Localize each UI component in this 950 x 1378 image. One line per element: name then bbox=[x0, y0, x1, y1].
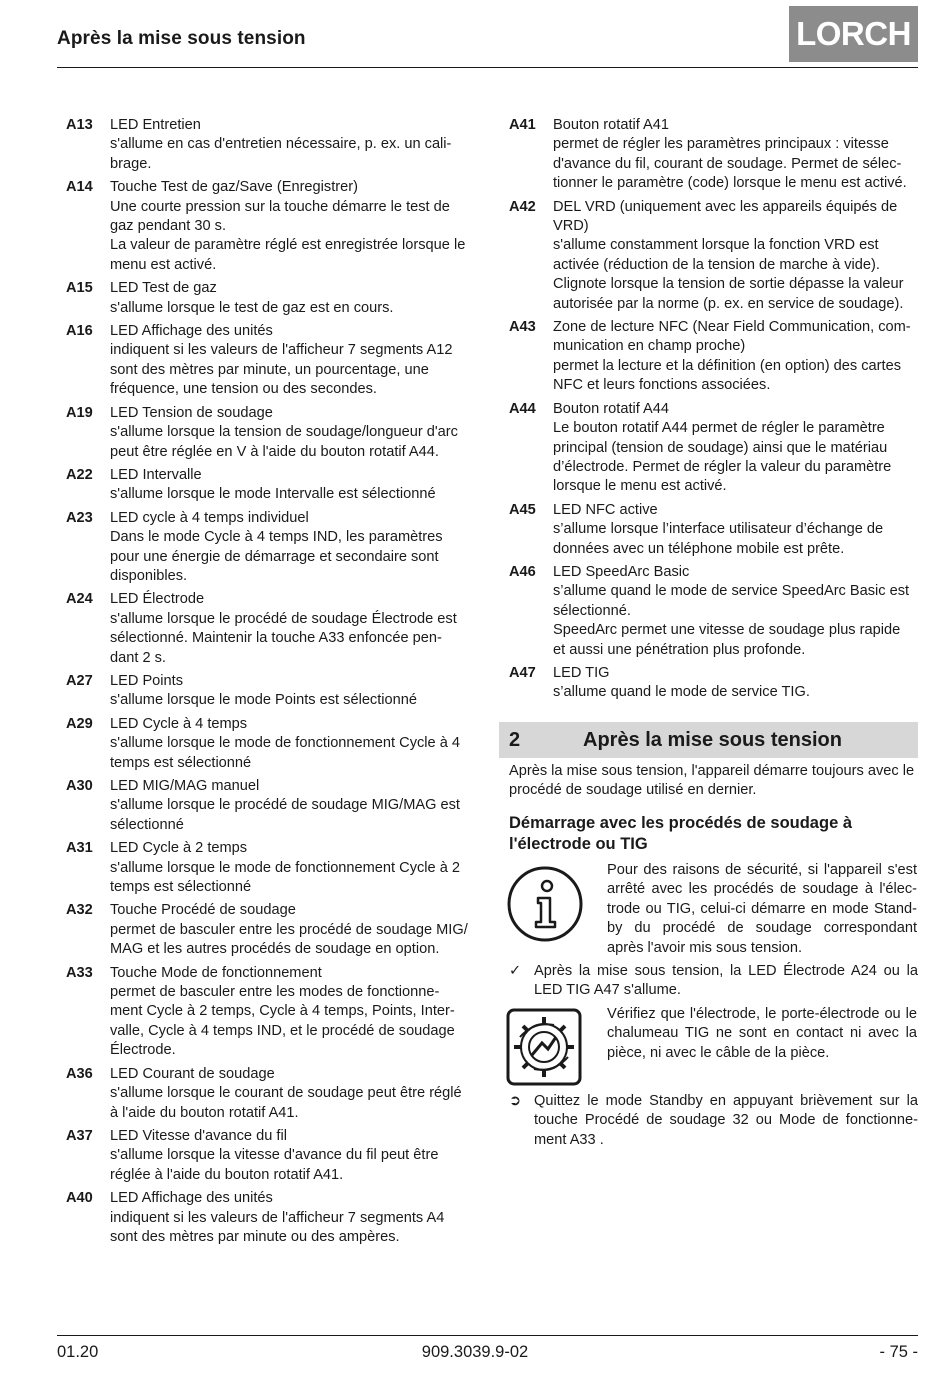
legend-line: données avec un téléphone mobile est prête. bbox=[553, 540, 845, 557]
legend-entry bbox=[66, 715, 478, 773]
legend-line: valle, Cycle à 4 temps IND, et le procédé de soudage bbox=[110, 1022, 455, 1039]
legend-description bbox=[110, 715, 478, 773]
legend-line: s'allume lorsque la vitesse d'avance du fil peut être bbox=[110, 1147, 439, 1164]
gear-warning-icon bbox=[506, 1008, 582, 1086]
legend-line: ment Cycle à 2 temps, Cycle à 4 temps, Points, Inter- bbox=[110, 1003, 455, 1020]
legend-line: autorisée par la norme (p. ex. en service de soudage). bbox=[553, 295, 904, 312]
action-item bbox=[509, 1092, 918, 1150]
legend-description bbox=[110, 466, 478, 505]
safety-note: Pour des raisons de sécurité, si l'appareil s'est arrêté avec les procédés de soudage à l'élec-trode ou TIG, celui-ci démarre en mode Stand-by du procédé de soudage correspondant après l'avoir mis sous tension. bbox=[607, 862, 917, 956]
legend-code: A40 bbox=[66, 1190, 93, 1207]
footer-divider bbox=[57, 1335, 918, 1336]
legend-code: A42 bbox=[509, 198, 536, 215]
legend-description bbox=[110, 672, 478, 711]
legend-line: pour une énergie de démarrage et secondaire sont bbox=[110, 548, 439, 565]
legend-description bbox=[110, 116, 478, 174]
legend-entry bbox=[66, 777, 478, 835]
legend-line: Touche Test de gaz/Save (Enregistrer) bbox=[110, 179, 358, 196]
legend-line: SpeedArc permet une vitesse de soudage plus rapide bbox=[553, 622, 901, 639]
legend-description bbox=[110, 1189, 478, 1247]
check-text: Après la mise sous tension, la LED Électrode A24 ou la LED TIG A47 s'allume. bbox=[534, 963, 918, 999]
legend-line: LED Vitesse d'avance du fil bbox=[110, 1127, 287, 1144]
subheading bbox=[509, 813, 918, 855]
legend-description bbox=[110, 1127, 478, 1185]
legend-code: A24 bbox=[66, 591, 93, 608]
legend-entry bbox=[66, 466, 478, 505]
legend-line: d’électrode. Permet de régler la valeur du paramètre bbox=[553, 458, 892, 475]
legend-line: réglée à l'aide du bouton rotatif A41. bbox=[110, 1166, 344, 1183]
action-text: Quittez le mode Standby en appuyant brièvement sur la touche Procédé de soudage 32 ou Mode de fonctionne-ment A33 . bbox=[534, 1093, 918, 1148]
legend-line: Zone de lecture NFC (Near Field Communication, com- bbox=[553, 319, 911, 336]
legend-entry bbox=[509, 116, 918, 194]
legend-entry bbox=[66, 839, 478, 897]
legend-description bbox=[110, 404, 478, 462]
legend-line: LED Entretien bbox=[110, 117, 201, 133]
legend-code: A29 bbox=[66, 715, 93, 732]
footer-doc-number: 909.3039.9-02 bbox=[421, 1343, 529, 1361]
legend-line: LED SpeedArc Basic bbox=[553, 563, 690, 580]
legend-line: sélectionné. bbox=[553, 602, 631, 619]
legend-line: s'allume lorsque le procédé de soudage Électrode est bbox=[110, 610, 457, 627]
legend-entry bbox=[66, 404, 478, 462]
legend-description bbox=[110, 1065, 478, 1123]
legend-code: A37 bbox=[66, 1127, 93, 1144]
legend-entry bbox=[66, 116, 478, 174]
legend-entry bbox=[66, 964, 478, 1061]
legend-code: A23 bbox=[66, 509, 93, 526]
legend-line: Une courte pression sur la touche démarre le test de bbox=[110, 198, 450, 215]
legend-line: LED cycle à 4 temps individuel bbox=[110, 509, 309, 526]
legend-line: permet la lecture et la définition (en option) des cartes bbox=[553, 357, 902, 374]
legend-code: A47 bbox=[509, 664, 536, 681]
legend-line: LED NFC active bbox=[553, 501, 658, 518]
legend-line: Touche Mode de fonctionnement bbox=[110, 964, 322, 981]
legend-code: A27 bbox=[66, 672, 93, 689]
legend-line: s'allume lorsque le courant de soudage peut être réglé bbox=[110, 1085, 462, 1102]
right-column-legend bbox=[509, 116, 918, 707]
legend-entry bbox=[66, 178, 478, 275]
legend-line: LED Test de gaz bbox=[110, 280, 217, 297]
intro-line: Après la mise sous tension, l'appareil démarre toujours avec le bbox=[509, 763, 915, 779]
legend-description bbox=[553, 318, 918, 396]
legend-line: Bouton rotatif A41 bbox=[553, 117, 670, 133]
legend-line: LED Courant de soudage bbox=[110, 1065, 275, 1082]
lorch-logo: LORCH bbox=[789, 6, 918, 62]
legend-line: Touche Procédé de soudage bbox=[110, 902, 296, 919]
footer-page-number: - 75 - bbox=[879, 1343, 918, 1361]
intro-line: procédé de soudage utilisé en dernier. bbox=[509, 782, 757, 799]
legend-line: gaz pendant 30 s. bbox=[110, 218, 227, 235]
info-icon bbox=[505, 864, 585, 944]
check-item bbox=[509, 962, 918, 1001]
legend-entry bbox=[66, 1127, 478, 1185]
legend-line: tionner le paramètre (code) lorsque le menu est activé. bbox=[553, 175, 907, 192]
legend-description bbox=[110, 590, 478, 668]
legend-line: permet de basculer entre les procédé de soudage MIG/ bbox=[110, 921, 468, 938]
legend-entry bbox=[66, 1189, 478, 1247]
legend-line: temps est sélectionné bbox=[110, 754, 252, 771]
legend-description bbox=[553, 116, 918, 194]
legend-entry bbox=[509, 400, 918, 497]
legend-line: LED Tension de soudage bbox=[110, 404, 273, 421]
section-title: Après la mise sous tension bbox=[583, 728, 842, 751]
legend-code: A45 bbox=[509, 501, 536, 518]
legend-entry bbox=[509, 563, 918, 660]
legend-code: A41 bbox=[509, 117, 536, 133]
legend-line: permet de régler les paramètres principaux : vitesse bbox=[553, 136, 889, 153]
legend-line: s'allume constamment lorsque la fonction VRD est bbox=[553, 237, 879, 254]
legend-line: lorsque le menu est activé. bbox=[553, 478, 727, 495]
legend-line: s'allume en cas d'entretien nécessaire, p. ex. un cali- bbox=[110, 136, 452, 153]
legend-line: LED TIG bbox=[553, 664, 610, 681]
legend-line: permet de basculer entre les modes de fonctionne- bbox=[110, 984, 440, 1001]
legend-line: MAG et les autres procédés de soudage en option. bbox=[110, 941, 440, 958]
page-header-title: Après la mise sous tension bbox=[57, 28, 306, 49]
legend-description bbox=[110, 509, 478, 587]
legend-code: A30 bbox=[66, 778, 93, 794]
legend-entry bbox=[66, 1065, 478, 1123]
legend-line: LED Affichage des unités bbox=[110, 323, 273, 340]
legend-line: LED Cycle à 4 temps bbox=[110, 715, 248, 732]
legend-line: indiquent si les valeurs de l'afficheur 7 segments A4 bbox=[110, 1209, 445, 1226]
legend-entry bbox=[509, 318, 918, 396]
legend-description bbox=[110, 178, 478, 275]
legend-code: A44 bbox=[509, 400, 536, 417]
legend-line: s'allume lorsque le mode de fonctionnement Cycle à 4 bbox=[110, 735, 460, 752]
legend-line: Clignote lorsque la tension de sortie dépasse la valeur bbox=[553, 276, 904, 293]
legend-line: principal (tension de soudage) ainsi que le matériau bbox=[553, 439, 888, 456]
legend-line: indiquent si les valeurs de l'afficheur 7 segments A12 bbox=[110, 342, 453, 359]
action-arrow-icon: ➲ bbox=[509, 1093, 522, 1109]
legend-line: à l'aide du bouton rotatif A41. bbox=[110, 1104, 299, 1121]
legend-description bbox=[553, 563, 918, 660]
legend-line: sont des mètres par minute ou des ampères. bbox=[110, 1228, 400, 1245]
subheading-line: l'électrode ou TIG bbox=[509, 835, 648, 853]
legend-line: s’allume lorsque l’interface utilisateur d’échange de bbox=[553, 521, 884, 538]
section-number: 2 bbox=[509, 728, 521, 751]
check-icon: ✓ bbox=[509, 963, 522, 979]
legend-line: d'avance du fil, courant de soudage. Permet de sélec- bbox=[553, 155, 902, 172]
left-column-legend bbox=[66, 116, 478, 1251]
legend-description bbox=[553, 198, 918, 314]
section-intro bbox=[509, 762, 918, 801]
legend-entry bbox=[66, 322, 478, 400]
header-divider bbox=[57, 67, 918, 68]
footer-date: 01.20 bbox=[57, 1343, 99, 1361]
legend-description bbox=[110, 964, 478, 1061]
legend-description bbox=[110, 839, 478, 897]
legend-line: brage. bbox=[110, 155, 152, 172]
legend-line: Le bouton rotatif A44 permet de régler le paramètre bbox=[553, 420, 885, 437]
legend-code: A19 bbox=[66, 404, 93, 421]
legend-line: s'allume lorsque le test de gaz est en cours. bbox=[110, 299, 394, 316]
legend-entry bbox=[509, 198, 918, 314]
legend-line: sélectionné. Maintenir la touche A33 enfoncée pen- bbox=[110, 630, 442, 647]
legend-line: DEL VRD (uniquement avec les appareils équipés de bbox=[553, 198, 898, 215]
legend-line: s’allume quand le mode de service TIG. bbox=[553, 684, 810, 701]
legend-description bbox=[553, 400, 918, 497]
legend-code: A14 bbox=[66, 179, 93, 196]
legend-code: A43 bbox=[509, 319, 536, 336]
legend-description bbox=[110, 279, 478, 318]
legend-line: sont des mètres par minute, un pourcentage, une bbox=[110, 361, 429, 378]
legend-code: A15 bbox=[66, 280, 93, 297]
legend-entry bbox=[66, 590, 478, 668]
legend-line: s'allume lorsque le mode Intervalle est sélectionné bbox=[110, 486, 436, 503]
legend-line: s'allume lorsque le mode de fonctionnement Cycle à 2 bbox=[110, 859, 460, 876]
legend-line: LED Électrode bbox=[110, 591, 205, 608]
legend-description bbox=[110, 901, 478, 959]
legend-line: LED Affichage des unités bbox=[110, 1190, 273, 1207]
legend-line: LED MIG/MAG manuel bbox=[110, 778, 260, 794]
legend-line: s'allume lorsque le procédé de soudage MIG/MAG est bbox=[110, 797, 460, 814]
legend-line: s'allume lorsque la tension de soudage/longueur d'arc bbox=[110, 424, 458, 441]
legend-line: disponibles. bbox=[110, 567, 188, 584]
section-heading bbox=[499, 722, 918, 758]
legend-entry bbox=[66, 509, 478, 587]
legend-line: fréquence, une tension ou des secondes. bbox=[110, 381, 377, 398]
legend-line: Bouton rotatif A44 bbox=[553, 400, 670, 417]
legend-line: Électrode. bbox=[110, 1042, 176, 1059]
legend-line: NFC et leurs fonctions associées. bbox=[553, 377, 771, 394]
legend-line: et aussi une pénétration plus profonde. bbox=[553, 641, 806, 658]
legend-code: A16 bbox=[66, 323, 93, 340]
legend-description bbox=[553, 664, 918, 703]
legend-code: A32 bbox=[66, 902, 93, 919]
legend-line: VRD) bbox=[553, 218, 589, 235]
subheading-line: Démarrage avec les procédés de soudage à bbox=[509, 814, 853, 832]
legend-code: A33 bbox=[66, 964, 93, 981]
legend-line: LED Intervalle bbox=[110, 466, 202, 483]
legend-entry bbox=[66, 901, 478, 959]
legend-line: La valeur de paramètre réglé est enregistrée lorsque le bbox=[110, 237, 466, 254]
legend-line: LED Points bbox=[110, 672, 184, 689]
legend-line: dant 2 s. bbox=[110, 649, 166, 666]
legend-entry bbox=[509, 501, 918, 559]
legend-line: activée (réduction de la tension de marche à vide). bbox=[553, 256, 880, 273]
legend-line: menu est activé. bbox=[110, 256, 217, 273]
legend-description bbox=[110, 322, 478, 400]
legend-entry bbox=[66, 279, 478, 318]
contact-warning: Vérifiez que l'électrode, le porte-électrode ou le chalumeau TIG ne sont en contact ni avec la pièce, ni avec le câble de la pièce. bbox=[607, 1006, 917, 1061]
legend-line: peut être réglée en V à l'aide du bouton rotatif A44. bbox=[110, 443, 439, 460]
legend-entry bbox=[509, 664, 918, 703]
legend-line: Dans le mode Cycle à 4 temps IND, les paramètres bbox=[110, 529, 443, 546]
legend-entry bbox=[66, 672, 478, 711]
legend-line: sélectionné bbox=[110, 816, 184, 833]
legend-code: A46 bbox=[509, 563, 536, 580]
legend-line: s'allume lorsque le mode Points est sélectionné bbox=[110, 692, 417, 709]
legend-code: A13 bbox=[66, 117, 93, 133]
legend-description bbox=[553, 501, 918, 559]
legend-line: LED Cycle à 2 temps bbox=[110, 840, 248, 857]
legend-line: temps est sélectionné bbox=[110, 879, 252, 896]
legend-description bbox=[110, 777, 478, 835]
legend-code: A31 bbox=[66, 840, 93, 857]
legend-code: A36 bbox=[66, 1065, 93, 1082]
legend-line: s’allume quand le mode de service SpeedArc Basic est bbox=[553, 583, 910, 600]
legend-line: munication en champ proche) bbox=[553, 338, 746, 355]
legend-code: A22 bbox=[66, 466, 93, 483]
